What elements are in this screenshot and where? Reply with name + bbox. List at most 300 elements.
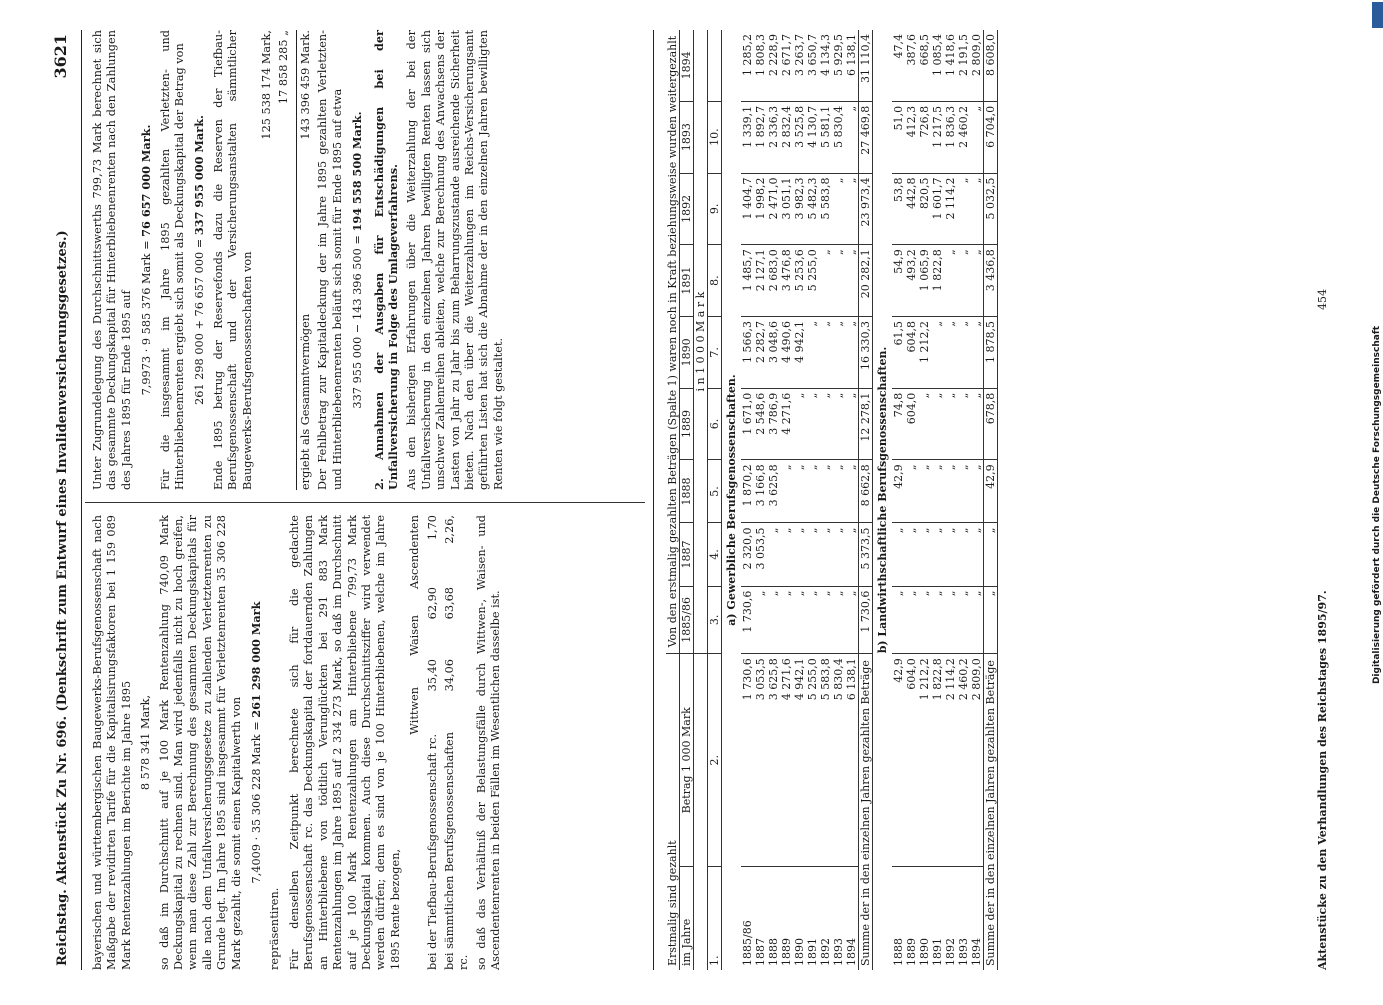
total-label: ergiebt als Gesammtvermögen — [298, 313, 312, 490]
equation — [249, 515, 264, 970]
value-cell: 3 525,8 — [793, 101, 806, 173]
value-cell: 1 217,5 — [931, 101, 944, 173]
value-cell: 51,0 — [892, 101, 905, 173]
value-cell: 4 490,6 — [780, 316, 793, 388]
value-cell: „ — [819, 523, 832, 586]
value-cell: „ — [832, 586, 845, 654]
table-row — [832, 30, 845, 970]
value-cell: 1 418,6 — [944, 30, 957, 101]
value-cell: „ — [905, 523, 918, 586]
value-cell: 4 942,1 — [793, 316, 806, 388]
value-cell: 1 085,4 — [931, 30, 944, 101]
equation-result: 261 298 000 Mark — [249, 601, 264, 718]
table-row — [819, 30, 832, 970]
value-cell: 604,8 — [905, 316, 918, 388]
value-cell: „ — [957, 173, 970, 245]
sum-value: 1 878,5 — [984, 316, 998, 388]
ratio-label: bei der Tiefbau-Berufsgenossenschaft rc. — [425, 733, 439, 970]
value-cell: 2 320,0 — [741, 523, 754, 586]
value-cell: 2 471,0 — [767, 173, 780, 245]
value-cell: „ — [918, 388, 931, 460]
value-cell: 6 138,1 — [845, 654, 859, 867]
header-title: Reichstag. Aktenstück Zu Nr. 696. (Denkschrift zum Entwurf eines Invalidenversicherungsgesetzes.) — [55, 230, 70, 966]
year-cell: 1885/86 — [741, 920, 754, 966]
ratio-value: 63,68 — [442, 587, 456, 620]
header-amount: Betrag 1 000 Mark — [680, 654, 694, 867]
document-page — [41, 30, 1341, 970]
value-cell: 4 130,7 — [806, 101, 819, 173]
value-cell: „ — [793, 460, 806, 523]
value-cell: 5 830,4 — [832, 101, 845, 173]
value-cell: 3 625,8 — [767, 654, 780, 867]
value-cell: „ — [793, 523, 806, 586]
paragraph: Unter Zugrundelegung des Durchschnittswerths 799,73 Mark berechnet sich das gesammte Deckungskapital für Hinterbliebenenrenten nach den Zahlungen des Jahres 1895 für Ende 1895 auf — [91, 30, 133, 490]
sum-value: 3 436,8 — [984, 245, 998, 317]
ratio-value: 2,26, — [442, 515, 456, 544]
value-cell: „ — [819, 388, 832, 460]
section-heading: 2. Annahmen der Ausgaben für Entschädigungen bei der Unfallversicherung in Folge des Umlageverfahrens. — [371, 30, 400, 490]
value-cell: 726,8 — [918, 101, 931, 173]
value-cell: 2 460,2 — [957, 101, 970, 173]
value-cell: 412,3 — [905, 101, 918, 173]
equation — [192, 30, 207, 490]
value-cell: 74,8 — [892, 388, 905, 460]
sum-value: 8 608,0 — [984, 30, 998, 101]
table-row — [931, 30, 944, 970]
value-cell: „ — [944, 316, 957, 388]
value-cell: „ — [957, 586, 970, 654]
value-cell: „ — [970, 316, 984, 388]
value-cell: „ — [905, 460, 918, 523]
table-row — [767, 30, 780, 970]
value-cell: „ — [806, 316, 819, 388]
value-cell: 42,9 — [892, 460, 905, 523]
value-cell: „ — [970, 101, 984, 173]
year-cell: 1890 — [793, 938, 806, 966]
value-cell: „ — [845, 388, 859, 460]
paragraph: Für die insgesammt im Jahre 1895 gezahlten Verletzten- und Hinterbliebenenrenten ergiebt sich somit als Deckungskapital der Betrag von — [158, 30, 187, 490]
value-cell: „ — [845, 101, 859, 173]
value-cell: 2 114,2 — [944, 654, 957, 867]
equation-lhs: 7,4009 · 35 306 228 Mark = — [250, 717, 264, 884]
amount-line — [277, 30, 291, 490]
table-row — [892, 30, 905, 970]
ratio-value: 62,90 — [425, 587, 439, 620]
year-col: 1893 — [680, 101, 694, 173]
table-row — [754, 30, 767, 970]
value-cell: „ — [780, 523, 793, 586]
value-cell: „ — [892, 586, 905, 654]
paragraph: Für denselben Zeitpunkt berechnete sich für die gedachte Berufsgenossenschaft rc. das Deckungskapital der fortdauernden Zahlungen an Hinterbliebene von tödtlich Verunglückten bei 291 883 Mark Rentenzahlungen im Jahre 1895 auf 2 334 273 Mark, so daß im Durchschnitt auf je 100 Mark Rentenzahlungen am Hinterbliebene 799,73 Mark Deckungskapital kommen. Auch diese Durchschnittsziffer wird verwendet werden dürfen; denn es sind von je 100 Hinterbliebenen, welche im Jahre 1895 Rente bezogen, — [287, 515, 402, 970]
year-cell: 1894 — [970, 938, 983, 966]
table-row — [957, 30, 970, 970]
section-b — [873, 30, 998, 970]
value-cell: 1 892,7 — [754, 101, 767, 173]
value-cell: 5 583,8 — [819, 173, 832, 245]
sum-value: 1 730,6 — [859, 586, 873, 654]
value-cell: 2 671,7 — [780, 30, 793, 101]
section-heading-row — [873, 30, 893, 970]
value-cell: 1 285,2 — [741, 30, 754, 101]
value-cell: 5 830,4 — [832, 654, 845, 867]
value-cell: „ — [918, 523, 931, 586]
value-cell: 1 870,2 — [741, 460, 754, 523]
value-cell: 5 253,6 — [793, 245, 806, 317]
value-cell: 1 065,9 — [918, 245, 931, 317]
value-cell: 2 548,6 — [754, 388, 767, 460]
year-cell: 1893 — [832, 938, 845, 966]
value-cell: „ — [931, 460, 944, 523]
value-cell: „ — [931, 523, 944, 586]
amount-value: 17 858 285 „ — [277, 30, 291, 105]
value-cell: „ — [845, 586, 859, 654]
left-column — [91, 515, 509, 970]
year-cell: 1892 — [944, 938, 957, 966]
column-number-row — [708, 30, 722, 970]
value-cell: „ — [832, 245, 845, 317]
sum-value: 42,9 — [984, 460, 998, 523]
year-col: 1888 — [680, 460, 694, 523]
section-title: a) Gewerbliche Berufsgenossenschaften. — [725, 374, 738, 626]
ratio-row — [426, 515, 440, 970]
value-cell: 61,5 — [892, 316, 905, 388]
equation — [350, 30, 365, 490]
year-col: 1887 — [680, 523, 694, 586]
equation-result: 337 955 000 Mark. — [192, 115, 207, 236]
value-cell: „ — [780, 460, 793, 523]
value-cell: „ — [970, 586, 984, 654]
value-cell: 4 271,6 — [780, 654, 793, 867]
equation-lhs: 337 955 000 − 143 396 500 = — [351, 231, 365, 409]
value-cell: 820,5 — [918, 173, 931, 245]
sum-value: 31 110,4 — [859, 30, 873, 101]
value-cell: 2 336,3 — [767, 101, 780, 173]
value-cell: „ — [957, 316, 970, 388]
value-cell: 2 228,9 — [767, 30, 780, 101]
value-cell: „ — [806, 523, 819, 586]
value-cell: 5 929,5 — [832, 30, 845, 101]
amount-line — [260, 30, 274, 490]
ratio-value: 35,40 — [425, 659, 439, 692]
table-row — [793, 30, 806, 970]
value-cell: „ — [767, 523, 780, 586]
equation: 8 578 341 Mark, — [139, 694, 153, 791]
header-paid-first: Erstmalig sind gezahlt — [666, 654, 680, 970]
value-cell: „ — [970, 245, 984, 317]
section-title: b) Landwirthschaftliche Berufsgenossenschaften. — [876, 346, 889, 654]
table-subheader-row — [680, 30, 694, 970]
value-cell: „ — [905, 586, 918, 654]
table-row — [780, 30, 793, 970]
col-number: 7. — [708, 316, 722, 388]
value-cell: „ — [957, 388, 970, 460]
value-cell: 3 053,5 — [754, 654, 767, 867]
sum-value: 27 469,8 — [859, 101, 873, 173]
value-cell: 1 404,7 — [741, 173, 754, 245]
value-cell: „ — [944, 460, 957, 523]
header-year: im Jahre — [680, 867, 694, 970]
page-header — [41, 30, 82, 970]
digitization-credit — [1372, 0, 1383, 1000]
year-cell: 1888 — [767, 938, 780, 966]
value-cell: „ — [806, 388, 819, 460]
value-cell: „ — [819, 316, 832, 388]
footer-note: Aktenstücke zu den Verhandlungen des Reichstages 1895/97. — [1316, 590, 1329, 970]
year-cell: 1894 — [845, 938, 858, 966]
value-cell: „ — [806, 460, 819, 523]
value-cell: 493,2 — [905, 245, 918, 317]
ratio-col-ascendants: Ascendenten — [408, 515, 422, 589]
year-col: 1892 — [680, 173, 694, 245]
ratio-row — [443, 515, 472, 970]
value-cell: 1 822,8 — [931, 654, 944, 867]
value-cell: 604,0 — [905, 654, 918, 867]
value-cell: „ — [944, 245, 957, 317]
value-cell: „ — [918, 586, 931, 654]
year-cell: 1891 — [806, 938, 819, 966]
value-cell: 4 942,1 — [793, 654, 806, 867]
value-cell: „ — [970, 388, 984, 460]
value-cell: „ — [780, 586, 793, 654]
table-row — [806, 30, 819, 970]
value-cell: 53,8 — [892, 173, 905, 245]
value-cell: „ — [944, 586, 957, 654]
value-cell: 1 212,2 — [918, 654, 931, 867]
col-number: 4. — [708, 523, 722, 586]
sum-value: 5 032,5 — [984, 173, 998, 245]
value-cell: 2 114,2 — [944, 173, 957, 245]
col-number: 5. — [708, 460, 722, 523]
ratio-col-widows: Wittwen — [408, 686, 422, 735]
value-cell: „ — [754, 586, 767, 654]
value-cell: 604,0 — [905, 388, 918, 460]
sum-value: „ — [984, 523, 998, 586]
value-cell: „ — [970, 173, 984, 245]
paragraph: bayerischen und württembergischen Baugewerks-Berufsgenossenschaft nach Maßgabe der revidirten Tarife für die Kapitalisirungsfaktoren bei 1 159 089 Mark Rentenzahlungen im Berichte im Jahre 1895 — [91, 515, 133, 970]
value-cell: 1 601,7 — [931, 173, 944, 245]
col-number: 6. — [708, 388, 722, 460]
table-row — [918, 30, 931, 970]
equation-result: 194 558 500 Mark. — [350, 111, 365, 232]
value-cell: 4 134,3 — [819, 30, 832, 101]
value-cell: „ — [832, 523, 845, 586]
value-cell: „ — [793, 388, 806, 460]
equation-lhs: 7,9973 · 9 585 376 Mark = — [140, 236, 154, 396]
table-top-rule — [653, 30, 654, 970]
year-col: 1889 — [680, 388, 694, 460]
total-value: 143 396 459 Mark. — [298, 30, 312, 140]
value-cell: „ — [845, 173, 859, 245]
sum-value: 12 278,1 — [859, 388, 873, 460]
unit-row — [694, 30, 708, 970]
value-cell: „ — [957, 245, 970, 317]
value-cell: „ — [918, 460, 931, 523]
value-cell: 47,4 — [892, 30, 905, 101]
paragraph: so daß das Verhältniß der Belastungsfälle durch Wittwen-, Waisen- und Ascendentenrenten in beiden Fällen im Wesentlichen dasselbe ist. — [474, 515, 503, 970]
col-number: 8. — [708, 245, 722, 317]
value-cell: 3 053,5 — [754, 523, 767, 586]
value-cell: „ — [832, 173, 845, 245]
value-cell: „ — [806, 586, 819, 654]
value-cell: „ — [832, 316, 845, 388]
col-number: 9. — [708, 173, 722, 245]
unit-label: i n 1 0 0 0 M a r k — [694, 30, 708, 654]
value-cell: 54,9 — [892, 245, 905, 317]
value-cell: „ — [793, 586, 806, 654]
value-cell: 2 683,0 — [767, 245, 780, 317]
value-cell: 668,5 — [918, 30, 931, 101]
value-cell: 2 460,2 — [957, 654, 970, 867]
value-cell: „ — [931, 316, 944, 388]
col-number: 2. — [708, 654, 722, 867]
value-cell: 1 485,7 — [741, 245, 754, 317]
value-cell: „ — [845, 245, 859, 317]
ratio-col-orphans: Waisen — [408, 614, 422, 656]
value-cell: 5 581,1 — [819, 101, 832, 173]
value-cell: 387,6 — [905, 30, 918, 101]
credit-text: Digitalisierung gefördert durch die Deutsche Forschungsgemeinschaft — [1372, 325, 1382, 685]
value-cell: 2 809,0 — [970, 30, 984, 101]
value-cell: „ — [767, 586, 780, 654]
sum-value: 6 704,0 — [984, 101, 998, 173]
value-cell: 1 566,3 — [741, 316, 754, 388]
year-col: 1891 — [680, 245, 694, 317]
value-cell: 5 583,8 — [819, 654, 832, 867]
value-cell: 1 998,2 — [754, 173, 767, 245]
sum-label: Summe der in den einzelnen Jahren gezahlten Beträge — [984, 654, 998, 970]
column-divider — [85, 502, 645, 503]
amount-value: 125 538 174 Mark, — [260, 30, 274, 140]
sum-value: 20 282,1 — [859, 245, 873, 317]
paragraph: Der Fehlbetrag zur Kapitaldeckung der im Jahre 1895 gezahlten Verletzten- und Hinterbliebenenrenten beläuft sich somit für Ende 1895 auf etwa — [316, 30, 344, 490]
value-cell: 3 625,8 — [767, 460, 780, 523]
sum-value: 16 330,3 — [859, 316, 873, 388]
ratio-value: 34,06 — [442, 659, 456, 692]
paragraph: Ende 1895 betrug der Reservefonds dazu die Reserven der Tiefbau-Berufsgenossenschaft und der Versicherungsanstalten sämmtlicher Baugewerks-Berufsgenossenschaften von — [211, 30, 254, 490]
sum-value: 23 973,4 — [859, 173, 873, 245]
year-cell: 1889 — [780, 938, 793, 966]
year-col: 1894 — [680, 30, 694, 101]
value-cell: 5 255,0 — [806, 654, 819, 867]
page-number: 3621 — [51, 34, 70, 79]
value-cell: „ — [845, 523, 859, 586]
value-cell: „ — [931, 388, 944, 460]
paragraph: Aus den bisherigen Erfahrungen über die Weiterzahlung der bei der Unfallversicherung in den einzelnen Jahren bewilligten Renten lassen sich unschwer Zahlenreihen ableiten, welche zur Berechnung des Anwachsens der Lasten von Jahr zu Jahr bis zum Beharrungszustande ausreichende Sicherheit bieten. Nach den über die Weiterzahlungen im Reichs-Versicherungsamt geführten Listen hat sich die Abnahme der in den einzelnen Jahren bewilligten Renten wie folgt gestaltet. — [405, 30, 505, 490]
value-cell: 3 166,8 — [754, 460, 767, 523]
value-cell: „ — [832, 388, 845, 460]
header-still-in-force: Von den erstmalig gezahlten Beträgen (Spalte 1) waren noch in Kraft beziehungsweise wurden weitergezahlt — [666, 30, 680, 654]
year-cell: 1893 — [957, 938, 970, 966]
year-cell: 1892 — [819, 938, 832, 966]
sum-value: 678,8 — [984, 388, 998, 460]
value-cell: 42,9 — [892, 654, 905, 867]
table-row — [905, 30, 918, 970]
table-row — [970, 30, 984, 970]
value-cell: „ — [819, 245, 832, 317]
value-cell: 3 476,8 — [780, 245, 793, 317]
value-cell: 2 282,7 — [754, 316, 767, 388]
value-cell: „ — [957, 460, 970, 523]
year-cell: 1888 — [892, 938, 905, 966]
value-cell: „ — [944, 388, 957, 460]
sum-value: 5 373,5 — [859, 523, 873, 586]
value-cell: 1 671,0 — [741, 388, 754, 460]
ratio-value: 1,70 — [425, 515, 439, 541]
value-cell: 3 048,6 — [767, 316, 780, 388]
value-cell: 2 127,1 — [754, 245, 767, 317]
col-number: 3. — [708, 586, 722, 654]
equation-result: 76 657 000 Mark. — [139, 124, 154, 237]
ratio-header — [408, 515, 422, 970]
value-cell: „ — [819, 586, 832, 654]
paragraph: so daß im Durchschnitt auf je 100 Mark Rentenzahlung 740,09 Mark Deckungskapital zu rechnen sind. Man wird jedenfalls nicht zu hoch greifen, wenn man diese Zahl zur Berechnung des gesammten Deckungskapitals für alle nach dem Unfallversicherungsgesetze zu zahlenden Verletztenrenten zu Grunde legt. Im Jahre 1895 sind insgesammt für Verletztenrenten 35 306 228 Mark gezahlt, die somit einen Kapitalwerth von — [157, 515, 243, 970]
year-cell: 1887 — [754, 938, 767, 966]
value-cell: 6 138,1 — [845, 30, 859, 101]
sum-row — [984, 30, 998, 970]
value-cell: „ — [819, 460, 832, 523]
value-cell: „ — [944, 523, 957, 586]
ratio-label: bei sämmtlichen Berufsgenossenschaften rc. — [442, 731, 471, 970]
value-cell: „ — [957, 523, 970, 586]
year-cell: 1891 — [931, 938, 944, 966]
value-cell: 3 982,3 — [793, 173, 806, 245]
value-cell: 442,8 — [905, 173, 918, 245]
paragraph: repräsentiren. — [268, 887, 282, 970]
value-cell: 1 730,6 — [741, 586, 754, 654]
equation-lhs: 261 298 000 + 76 657 000 = — [193, 235, 207, 405]
value-cell: „ — [845, 316, 859, 388]
value-cell: 4 271,6 — [780, 388, 793, 460]
value-cell: 5 482,3 — [806, 173, 819, 245]
value-cell: 3 263,7 — [793, 30, 806, 101]
table-row — [944, 30, 957, 970]
value-cell: 2 832,4 — [780, 101, 793, 173]
value-cell: 1 808,3 — [754, 30, 767, 101]
value-cell: „ — [970, 460, 984, 523]
value-cell: 3 051,1 — [780, 173, 793, 245]
total-line — [296, 30, 313, 490]
value-cell: 2 191,5 — [957, 30, 970, 101]
value-cell: 3 650,7 — [806, 30, 819, 101]
value-cell: 5 255,0 — [806, 245, 819, 317]
value-cell: 1 836,3 — [944, 101, 957, 173]
value-cell: 1 339,1 — [741, 101, 754, 173]
sum-row — [859, 30, 873, 970]
footer-page: 454 — [1316, 289, 1329, 310]
section-a — [722, 30, 873, 970]
sum-label: Summe der in den einzelnen Jahren gezahlten Beträge — [859, 654, 873, 970]
value-cell: „ — [931, 586, 944, 654]
value-cell: „ — [832, 460, 845, 523]
value-cell: 2 809,0 — [970, 654, 984, 867]
equation — [139, 30, 154, 490]
table-header-row — [666, 30, 680, 970]
value-cell: „ — [845, 460, 859, 523]
year-col: 1885/86 — [680, 586, 694, 654]
value-cell: 3 786,9 — [767, 388, 780, 460]
year-col: 1890 — [680, 316, 694, 388]
right-column — [91, 30, 511, 490]
table-row — [845, 30, 859, 970]
year-cell: 1890 — [918, 938, 931, 966]
value-cell: 1 730,6 — [741, 654, 754, 867]
col-number: 1. — [708, 867, 722, 970]
sum-value: „ — [984, 586, 998, 654]
value-cell: 1 822,8 — [931, 245, 944, 317]
sum-value: 8 662,8 — [859, 460, 873, 523]
year-cell: 1889 — [905, 938, 918, 966]
table-row — [741, 30, 754, 970]
